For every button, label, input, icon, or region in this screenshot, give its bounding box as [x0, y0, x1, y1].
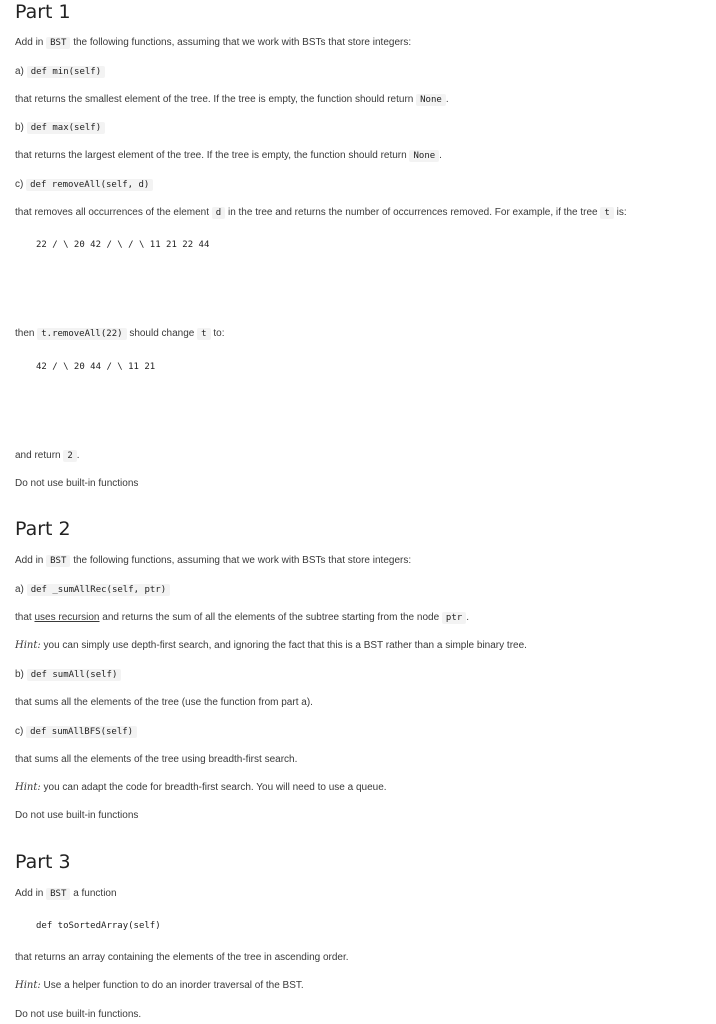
function-signature: def min(self) — [27, 66, 105, 78]
intro-text: a function — [73, 888, 117, 899]
function-signature: def max(self) — [27, 122, 105, 134]
item-prefix: a) — [15, 584, 24, 595]
inline-code: t.removeAll(22) — [37, 328, 126, 340]
part2-item-c-desc: that sums all the elements of the tree using breadth-first search. — [15, 754, 298, 765]
inline-code: 2 — [63, 450, 76, 462]
part1-item-a — [15, 65, 105, 79]
part1-item-c — [15, 178, 153, 192]
description-text: should change — [129, 328, 195, 339]
underlined-text: uses recursion — [34, 612, 100, 623]
description-text: that returns the largest element of the tree. If the tree is empty, the function should return — [15, 150, 407, 161]
punctuation: . — [76, 450, 80, 461]
inline-code: BST — [46, 888, 70, 900]
punctuation: . — [445, 94, 449, 105]
description-text: that returns the smallest element of the tree. If the tree is empty, the function should return — [15, 94, 414, 105]
hint-text: you can adapt the code for breadth-first search. You will need to use a queue. — [43, 782, 387, 793]
intro-text: Add in — [15, 555, 44, 566]
description-text: that — [15, 612, 32, 623]
punctuation: . — [439, 150, 442, 161]
hint-text: you can simply use depth-first search, and ignoring the fact that this is a BST rather than a simple binary tree. — [43, 640, 527, 651]
function-code-block: def toSortedArray(self) — [36, 921, 161, 931]
description-text: then — [15, 328, 35, 339]
part1-item-a-desc — [15, 93, 449, 107]
description-text: that removes all occurrences of the element — [15, 207, 209, 218]
function-signature: def removeAll(self, d) — [26, 179, 153, 191]
part3-heading: Part 3 — [15, 851, 71, 873]
item-prefix: c) — [15, 726, 24, 737]
part1-item-b — [15, 121, 105, 135]
hint-text: Use a helper function to do an inorder traversal of the BST. — [43, 980, 304, 991]
description-text: to: — [213, 328, 225, 339]
function-signature: def _sumAllRec(self, ptr) — [27, 584, 170, 596]
inline-code: BST — [46, 555, 70, 567]
part3-hint — [15, 979, 304, 993]
part2-item-a — [15, 583, 170, 597]
part1-heading: Part 1 — [15, 1, 71, 23]
tree-before-diagram: 22 / \ 20 42 / \ / \ 11 21 22 44 — [36, 240, 210, 250]
part2-intro — [15, 554, 411, 568]
inline-code: BST — [46, 37, 70, 49]
intro-text: Add in — [15, 37, 44, 48]
part2-item-a-hint — [15, 639, 527, 653]
description-text: is: — [616, 207, 627, 218]
description-text: and returns the sum of all the elements of the subtree starting from the node — [102, 612, 440, 623]
description-text: in the tree and returns the number of occurrences removed. For example, if the tree — [227, 207, 598, 218]
inline-code: None — [416, 94, 446, 106]
function-signature: def sumAll(self) — [27, 669, 122, 681]
part2-note: Do not use built-in functions — [15, 810, 139, 821]
part2-item-b-desc: that sums all the elements of the tree (use the function from part a). — [15, 697, 313, 708]
part2-item-a-desc — [15, 611, 469, 625]
intro-text: the following functions, assuming that we work with BSTs that store integers: — [73, 555, 412, 566]
part1-note: Do not use built-in functions — [15, 478, 139, 489]
item-prefix: b) — [15, 122, 24, 133]
hint-label: Hint: — [15, 782, 41, 793]
inline-code: None — [409, 150, 439, 162]
part2-item-c-hint — [15, 781, 387, 795]
inline-code: t — [197, 328, 210, 340]
function-signature: def sumAllBFS(self) — [26, 726, 137, 738]
part3-note: Do not use built-in functions. — [15, 1009, 142, 1020]
inline-code: d — [212, 207, 225, 219]
part1-item-c-desc — [15, 206, 627, 220]
item-prefix: c) — [15, 179, 24, 190]
intro-text: Add in — [15, 888, 44, 899]
intro-text: the following functions, assuming that we work with BSTs that store integers: — [73, 37, 412, 48]
part1-item-b-desc — [15, 149, 442, 163]
hint-label: Hint: — [15, 640, 41, 651]
tree-after-diagram: 42 / \ 20 44 / \ 11 21 — [36, 362, 156, 372]
hint-label: Hint: — [15, 980, 41, 991]
item-prefix: b) — [15, 669, 24, 680]
part3-desc: that returns an array containing the elements of the tree in ascending order. — [15, 952, 349, 963]
part2-heading: Part 2 — [15, 518, 71, 540]
part2-item-b — [15, 668, 121, 682]
description-text: and return — [15, 450, 61, 461]
item-prefix: a) — [15, 66, 24, 77]
inline-code: ptr — [442, 612, 466, 624]
part1-intro — [15, 36, 411, 50]
punctuation: . — [466, 612, 469, 623]
part1-then-line — [15, 327, 224, 341]
part2-item-c — [15, 725, 137, 739]
inline-code: t — [600, 207, 613, 219]
part1-return-line — [15, 449, 80, 463]
part3-intro — [15, 887, 117, 901]
